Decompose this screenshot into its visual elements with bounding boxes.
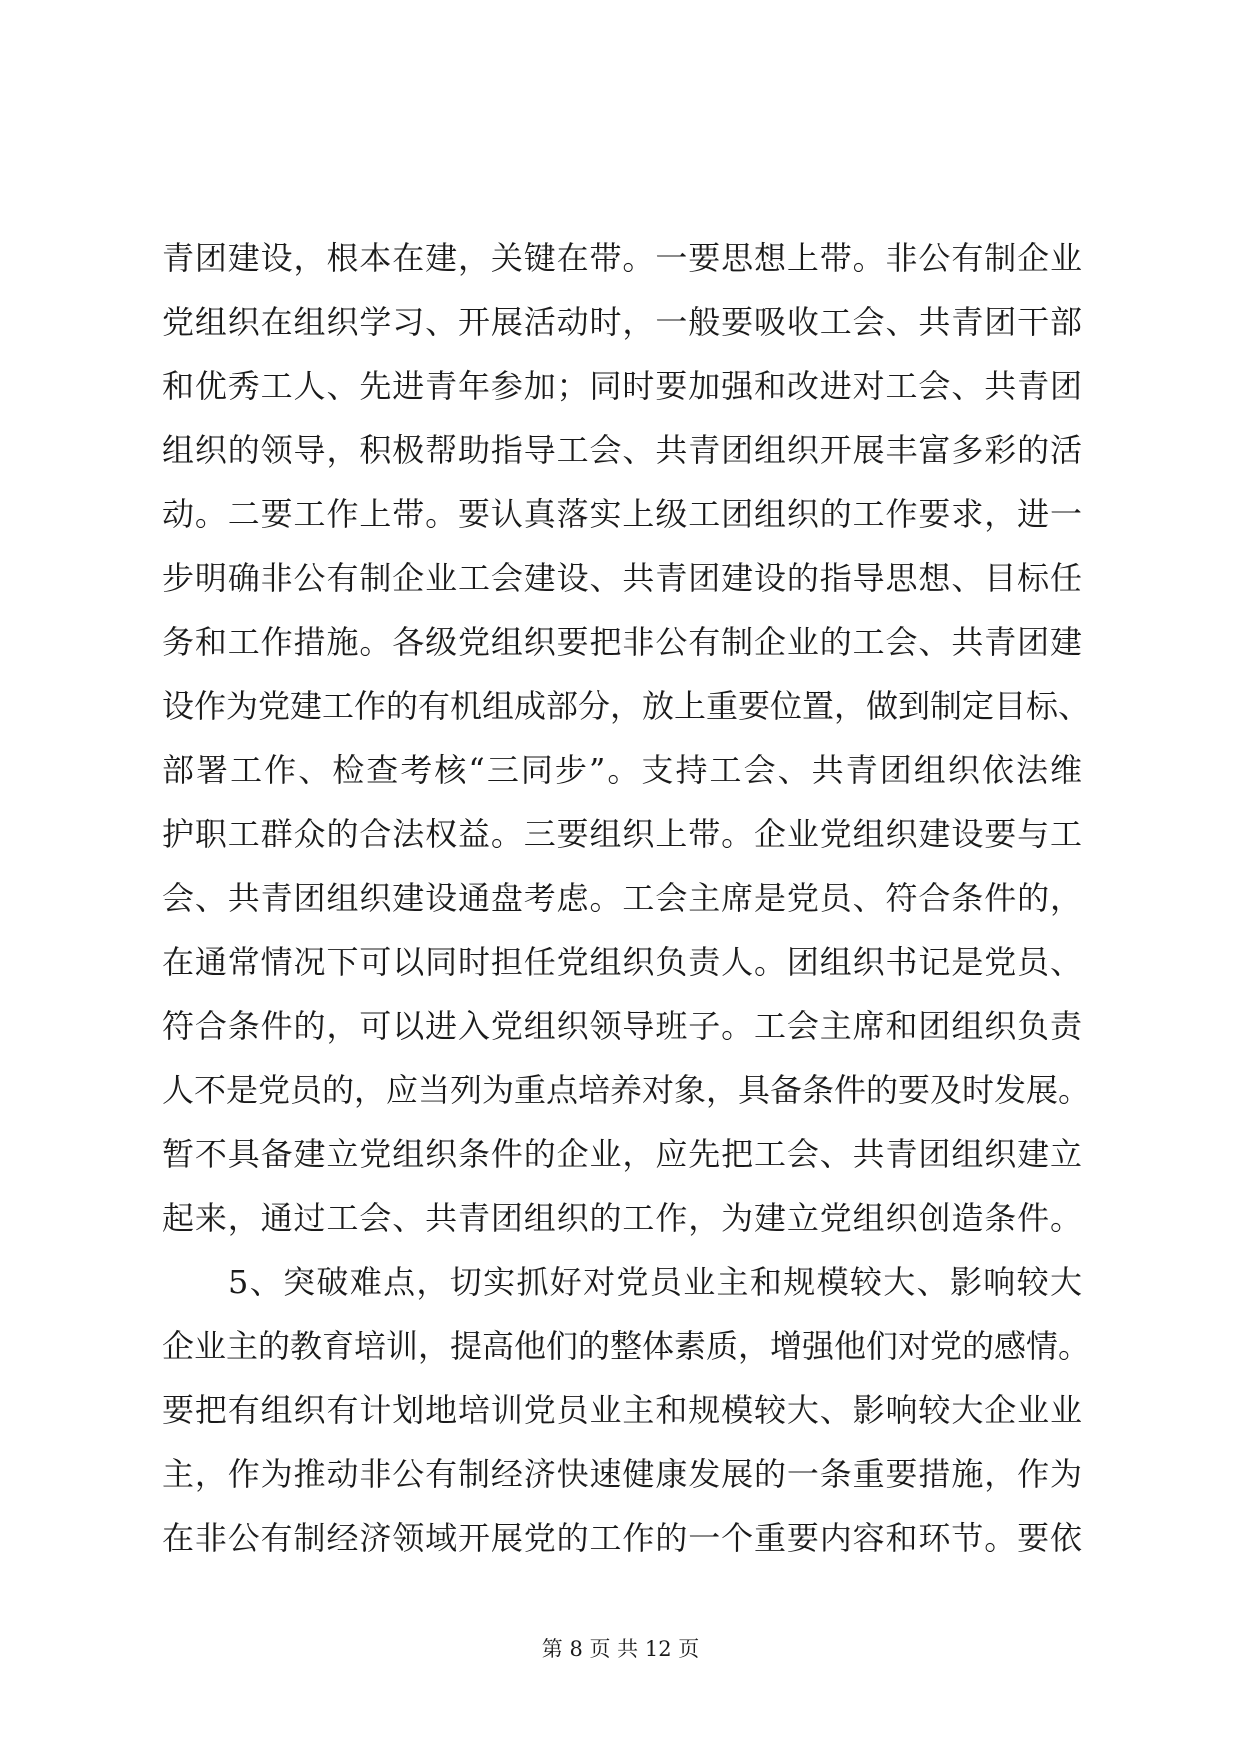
body-text <box>162 226 1091 1570</box>
paragraph-start-line: 5、突破难点，切实抓好对党员业主和规模较大、影响较大 <box>228 1263 1082 1301</box>
text-line: 党组织在组织学习、开展活动时，一般要吸收工会、共青团干部 <box>162 303 1082 341</box>
page-footer <box>0 1634 1241 1664</box>
text-line: 部署工作、检查考核“三同步”。支持工会、共青团组织依法维 <box>162 751 1082 789</box>
text-line: 起来，通过工会、共青团组织的工作，为建立党组织创造条件。 <box>162 1199 1082 1237</box>
text-line: 步明确非公有制企业工会建设、共青团建设的指导思想、目标任 <box>162 559 1082 597</box>
text-line: 人不是党员的，应当列为重点培养对象，具备条件的要及时发展。 <box>162 1071 1091 1109</box>
text-line: 护职工群众的合法权益。三要组织上带。企业党组织建设要与工 <box>162 815 1082 853</box>
text-line: 和优秀工人、先进青年参加；同时要加强和改进对工会、共青团 <box>162 367 1082 405</box>
text-line: 在非公有制经济领域开展党的工作的一个重要内容和环节。要依 <box>162 1519 1082 1557</box>
text-line: 主，作为推动非公有制经济快速健康发展的一条重要措施，作为 <box>162 1455 1082 1493</box>
text-line: 设作为党建工作的有机组成部分，放上重要位置，做到制定目标、 <box>162 687 1091 725</box>
text-line: 动。二要工作上带。要认真落实上级工团组织的工作要求，进一 <box>162 495 1082 533</box>
text-line: 暂不具备建立党组织条件的企业，应先把工会、共青团组织建立 <box>162 1135 1082 1173</box>
text-line: 在通常情况下可以同时担任党组织负责人。团组织书记是党员、 <box>162 943 1082 981</box>
page-number-label: 第 8 页 共 12 页 <box>541 1637 700 1661</box>
text-line: 要把有组织有计划地培训党员业主和规模较大、影响较大企业业 <box>162 1391 1082 1429</box>
text-line: 企业主的教育培训，提高他们的整体素质，增强他们对党的感情。 <box>162 1327 1091 1365</box>
text-line: 符合条件的，可以进入党组织领导班子。工会主席和团组织负责 <box>162 1007 1082 1045</box>
text-line: 青团建设，根本在建，关键在带。一要思想上带。非公有制企业 <box>162 239 1082 277</box>
text-line: 组织的领导，积极帮助指导工会、共青团组织开展丰富多彩的活 <box>162 431 1082 469</box>
text-line: 会、共青团组织建设通盘考虑。工会主席是党员、符合条件的， <box>162 879 1082 917</box>
text-line: 务和工作措施。各级党组织要把非公有制企业的工会、共青团建 <box>162 623 1082 661</box>
